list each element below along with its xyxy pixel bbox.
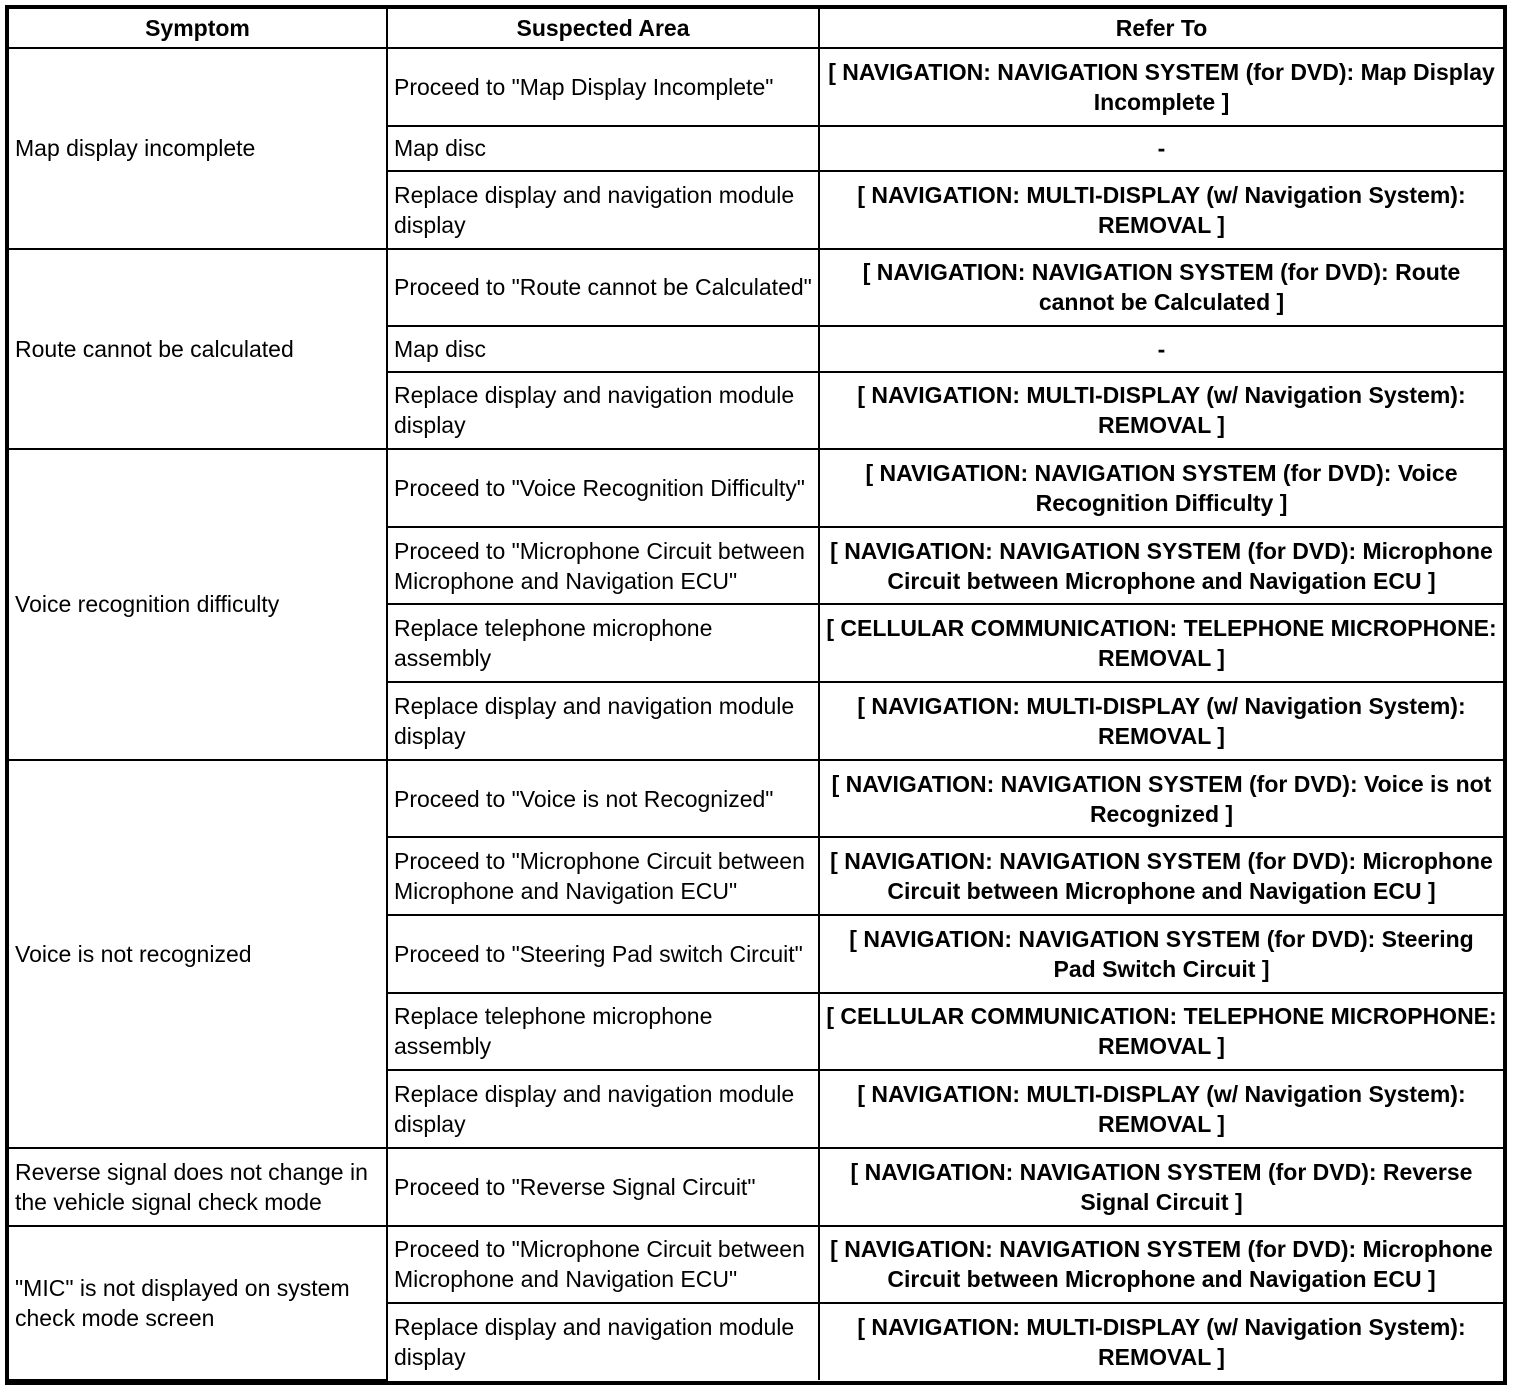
symptom-cell: Voice recognition difficulty — [9, 449, 387, 760]
symptom-cell: Reverse signal does not change in the vehicle signal check mode — [9, 1148, 387, 1226]
suspected-area-cell: Replace telephone microphone assembly — [387, 604, 819, 682]
table-row — [9, 760, 1503, 838]
refer-to-cell: [ NAVIGATION: MULTI-DISPLAY (w/ Navigation System): REMOVAL ] — [819, 1070, 1503, 1148]
header-symptom: Symptom — [9, 9, 387, 48]
header-row — [9, 9, 1503, 48]
refer-to-cell: [ NAVIGATION: NAVIGATION SYSTEM (for DVD): Microphone Circuit between Microphone and Navigation ECU ] — [819, 837, 1503, 915]
refer-to-cell: [ NAVIGATION: MULTI-DISPLAY (w/ Navigation System): REMOVAL ] — [819, 1303, 1503, 1380]
symptom-cell: "MIC" is not displayed on system check mode screen — [9, 1226, 387, 1380]
header-refer-to: Refer To — [819, 9, 1503, 48]
refer-to-cell: [ NAVIGATION: NAVIGATION SYSTEM (for DVD): Voice Recognition Difficulty ] — [819, 449, 1503, 527]
suspected-area-cell: Proceed to "Voice is not Recognized" — [387, 760, 819, 838]
refer-to-cell: [ NAVIGATION: MULTI-DISPLAY (w/ Navigation System): REMOVAL ] — [819, 171, 1503, 249]
suspected-area-cell: Proceed to "Voice Recognition Difficulty" — [387, 449, 819, 527]
refer-to-cell: [ NAVIGATION: NAVIGATION SYSTEM (for DVD): Map Display Incomplete ] — [819, 48, 1503, 126]
refer-to-cell: [ CELLULAR COMMUNICATION: TELEPHONE MICROPHONE: REMOVAL ] — [819, 604, 1503, 682]
suspected-area-cell: Replace telephone microphone assembly — [387, 993, 819, 1071]
suspected-area-cell: Map disc — [387, 326, 819, 371]
table-row — [9, 249, 1503, 327]
suspected-area-cell: Proceed to "Microphone Circuit between Microphone and Navigation ECU" — [387, 527, 819, 605]
table-row — [9, 48, 1503, 126]
suspected-area-cell: Map disc — [387, 126, 819, 171]
symptom-cell: Map display incomplete — [9, 48, 387, 249]
refer-to-cell: [ CELLULAR COMMUNICATION: TELEPHONE MICROPHONE: REMOVAL ] — [819, 993, 1503, 1071]
suspected-area-cell: Proceed to "Steering Pad switch Circuit" — [387, 915, 819, 993]
table-row — [9, 449, 1503, 527]
diagnosis-table — [9, 9, 1503, 1381]
suspected-area-cell: Proceed to "Microphone Circuit between Microphone and Navigation ECU" — [387, 1226, 819, 1304]
suspected-area-cell: Proceed to "Route cannot be Calculated" — [387, 249, 819, 327]
suspected-area-cell: Proceed to "Microphone Circuit between Microphone and Navigation ECU" — [387, 837, 819, 915]
refer-to-cell: - — [819, 326, 1503, 371]
refer-to-cell: [ NAVIGATION: NAVIGATION SYSTEM (for DVD): Voice is not Recognized ] — [819, 760, 1503, 838]
suspected-area-cell: Proceed to "Map Display Incomplete" — [387, 48, 819, 126]
refer-to-cell: [ NAVIGATION: NAVIGATION SYSTEM (for DVD): Microphone Circuit between Microphone and Navigation ECU ] — [819, 1226, 1503, 1304]
refer-to-cell: [ NAVIGATION: MULTI-DISPLAY (w/ Navigation System): REMOVAL ] — [819, 372, 1503, 450]
suspected-area-cell: Replace display and navigation module display — [387, 171, 819, 249]
suspected-area-cell: Proceed to "Reverse Signal Circuit" — [387, 1148, 819, 1226]
symptom-cell: Route cannot be calculated — [9, 249, 387, 450]
header-suspected-area: Suspected Area — [387, 9, 819, 48]
suspected-area-cell: Replace display and navigation module display — [387, 682, 819, 760]
refer-to-cell: [ NAVIGATION: NAVIGATION SYSTEM (for DVD): Route cannot be Calculated ] — [819, 249, 1503, 327]
diagnosis-table-frame — [5, 5, 1507, 1385]
suspected-area-cell: Replace display and navigation module display — [387, 1303, 819, 1380]
suspected-area-cell: Replace display and navigation module display — [387, 1070, 819, 1148]
suspected-area-cell: Replace display and navigation module display — [387, 372, 819, 450]
refer-to-cell: - — [819, 126, 1503, 171]
refer-to-cell: [ NAVIGATION: NAVIGATION SYSTEM (for DVD): Reverse Signal Circuit ] — [819, 1148, 1503, 1226]
table-row — [9, 1226, 1503, 1304]
refer-to-cell: [ NAVIGATION: NAVIGATION SYSTEM (for DVD): Steering Pad Switch Circuit ] — [819, 915, 1503, 993]
table-row — [9, 1148, 1503, 1226]
refer-to-cell: [ NAVIGATION: NAVIGATION SYSTEM (for DVD): Microphone Circuit between Microphone and Navigation ECU ] — [819, 527, 1503, 605]
symptom-cell: Voice is not recognized — [9, 760, 387, 1148]
refer-to-cell: [ NAVIGATION: MULTI-DISPLAY (w/ Navigation System): REMOVAL ] — [819, 682, 1503, 760]
table-body — [9, 48, 1503, 1380]
